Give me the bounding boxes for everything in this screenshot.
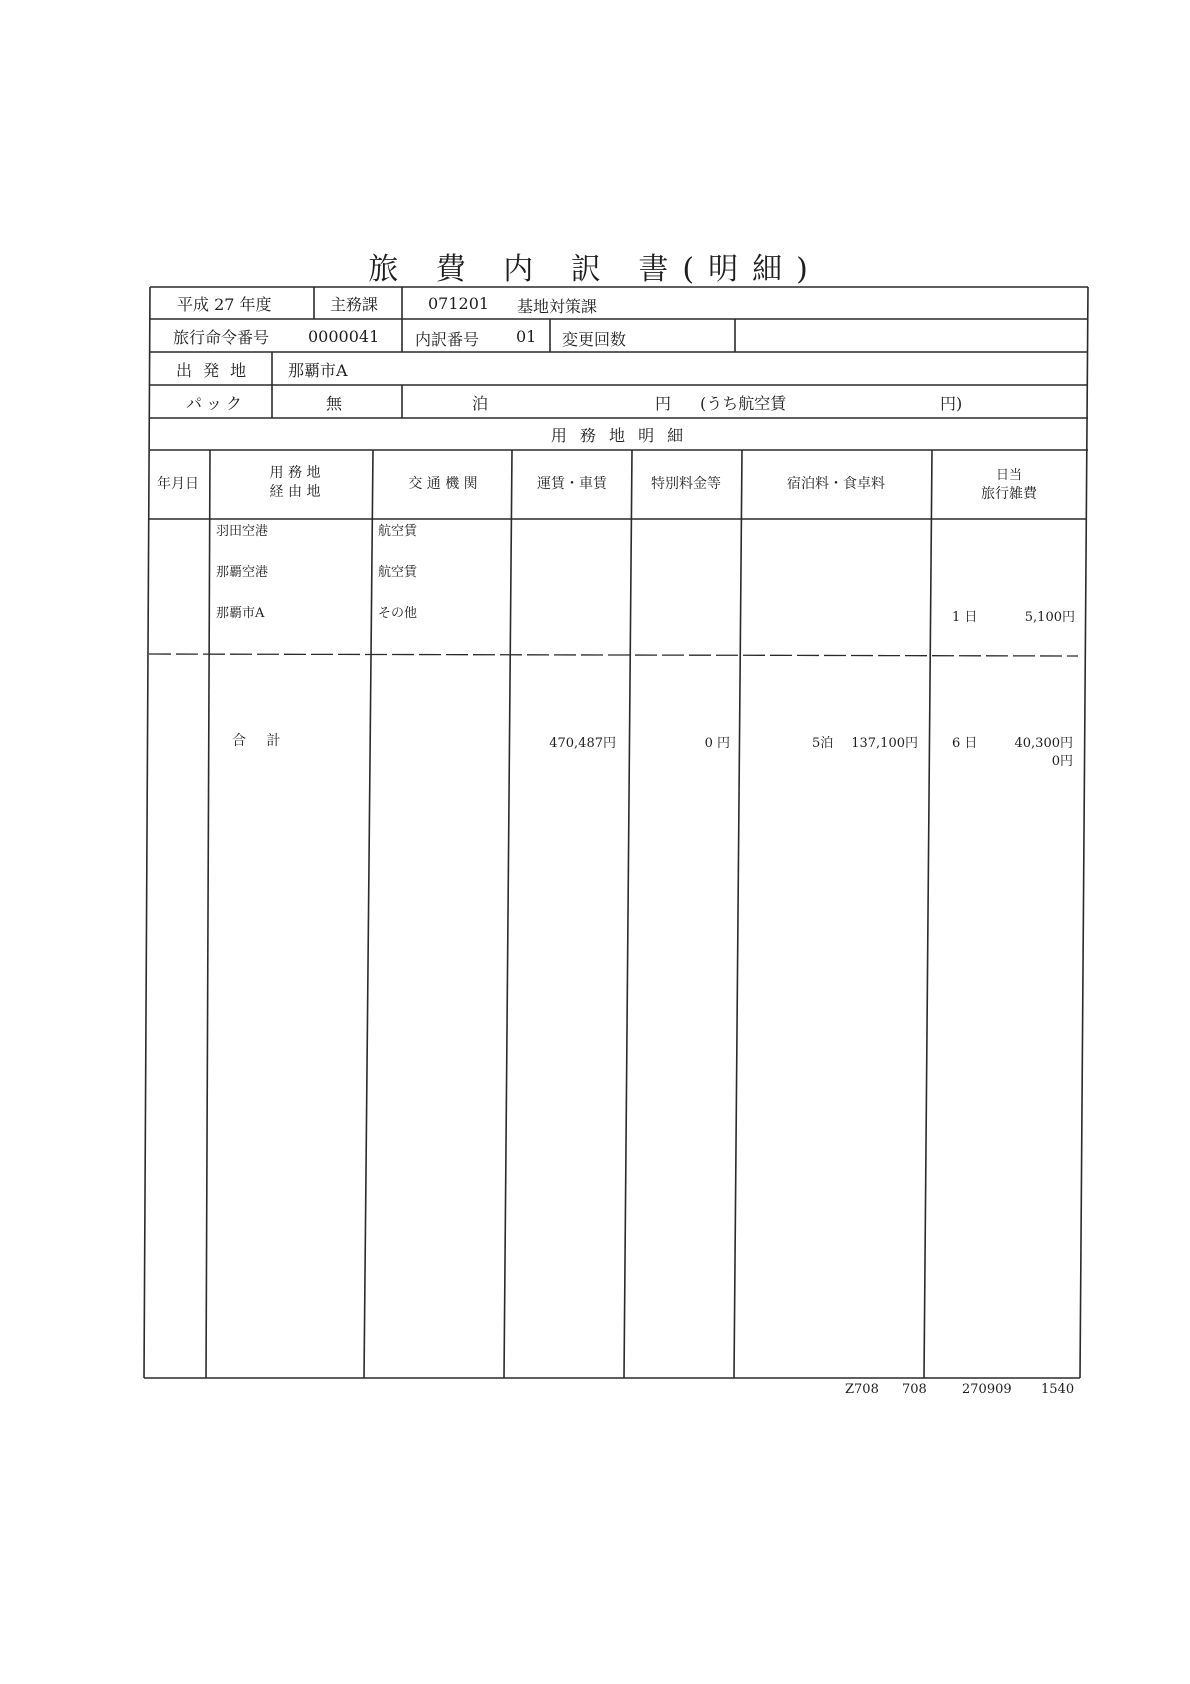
total-fare: 470,487円 [549,736,616,751]
total-label: 合 計 [232,733,289,749]
row3-place: 那覇市A [216,606,265,621]
pack-value: 無 [326,394,343,413]
col-fare: 運賃・車賃 [537,476,607,492]
total-lodging-amount: 137,100円 [851,736,918,751]
nights-label: 泊 [472,394,489,413]
breakdown-label: 内訳番号 [415,330,480,349]
total-misc-amount: 0円 [1051,754,1073,769]
total-daily-days: 6 日 [952,736,978,751]
footer-code-2: 708 [902,1382,927,1397]
footer-date-code: 270909 [962,1382,1012,1397]
row3-daily-days: 1 日 [952,610,978,625]
row2-transport: 航空賃 [378,565,418,580]
section-title: 用 務 地 明 細 [550,426,688,445]
col-date: 年月日 [157,476,199,492]
airfare-label: (うち航空賃 [700,394,787,413]
departure-place: 那覇市A [288,361,348,380]
row3-transport: その他 [378,606,418,621]
breakdown-no: 01 [516,327,537,346]
col-daily: 日当 [995,468,1022,483]
fiscal-year: 平成 27 年度 [177,295,272,314]
row3-daily-amount: 5,100円 [1024,610,1075,625]
order-no: 0000041 [308,327,380,346]
col-via: 経 由 地 [269,484,321,500]
departure-label: 出 発 地 [176,361,250,380]
change-count-label: 変更回数 [562,330,627,349]
yen-label: 円 [655,394,672,413]
total-daily-amount: 40,300円 [1014,736,1073,751]
airfare-close: 円) [940,394,963,413]
col-place: 用 務 地 [269,465,321,481]
dept-name: 基地対策課 [517,297,598,316]
row2-place: 那覇空港 [216,565,269,580]
pack-label: パック [186,394,247,413]
document-title: 旅 費 内 訳 書(明細) [368,252,822,287]
dept-label: 主務課 [330,295,379,314]
col-transport: 交 通 機 関 [408,476,478,492]
col-misc: 旅行雑費 [981,486,1037,502]
col-special: 特別料金等 [651,476,721,492]
footer-time-code: 1540 [1041,1382,1075,1397]
footer-code-1: Z708 [845,1382,879,1397]
row1-transport: 航空賃 [378,524,418,539]
total-special: 0 円 [704,736,730,751]
col-lodging: 宿泊料・食卓料 [787,476,885,492]
dept-code: 071201 [428,294,490,313]
order-no-label: 旅行命令番号 [173,328,270,347]
row1-place: 羽田空港 [216,524,269,539]
total-lodging-nights: 5泊 [812,736,834,751]
